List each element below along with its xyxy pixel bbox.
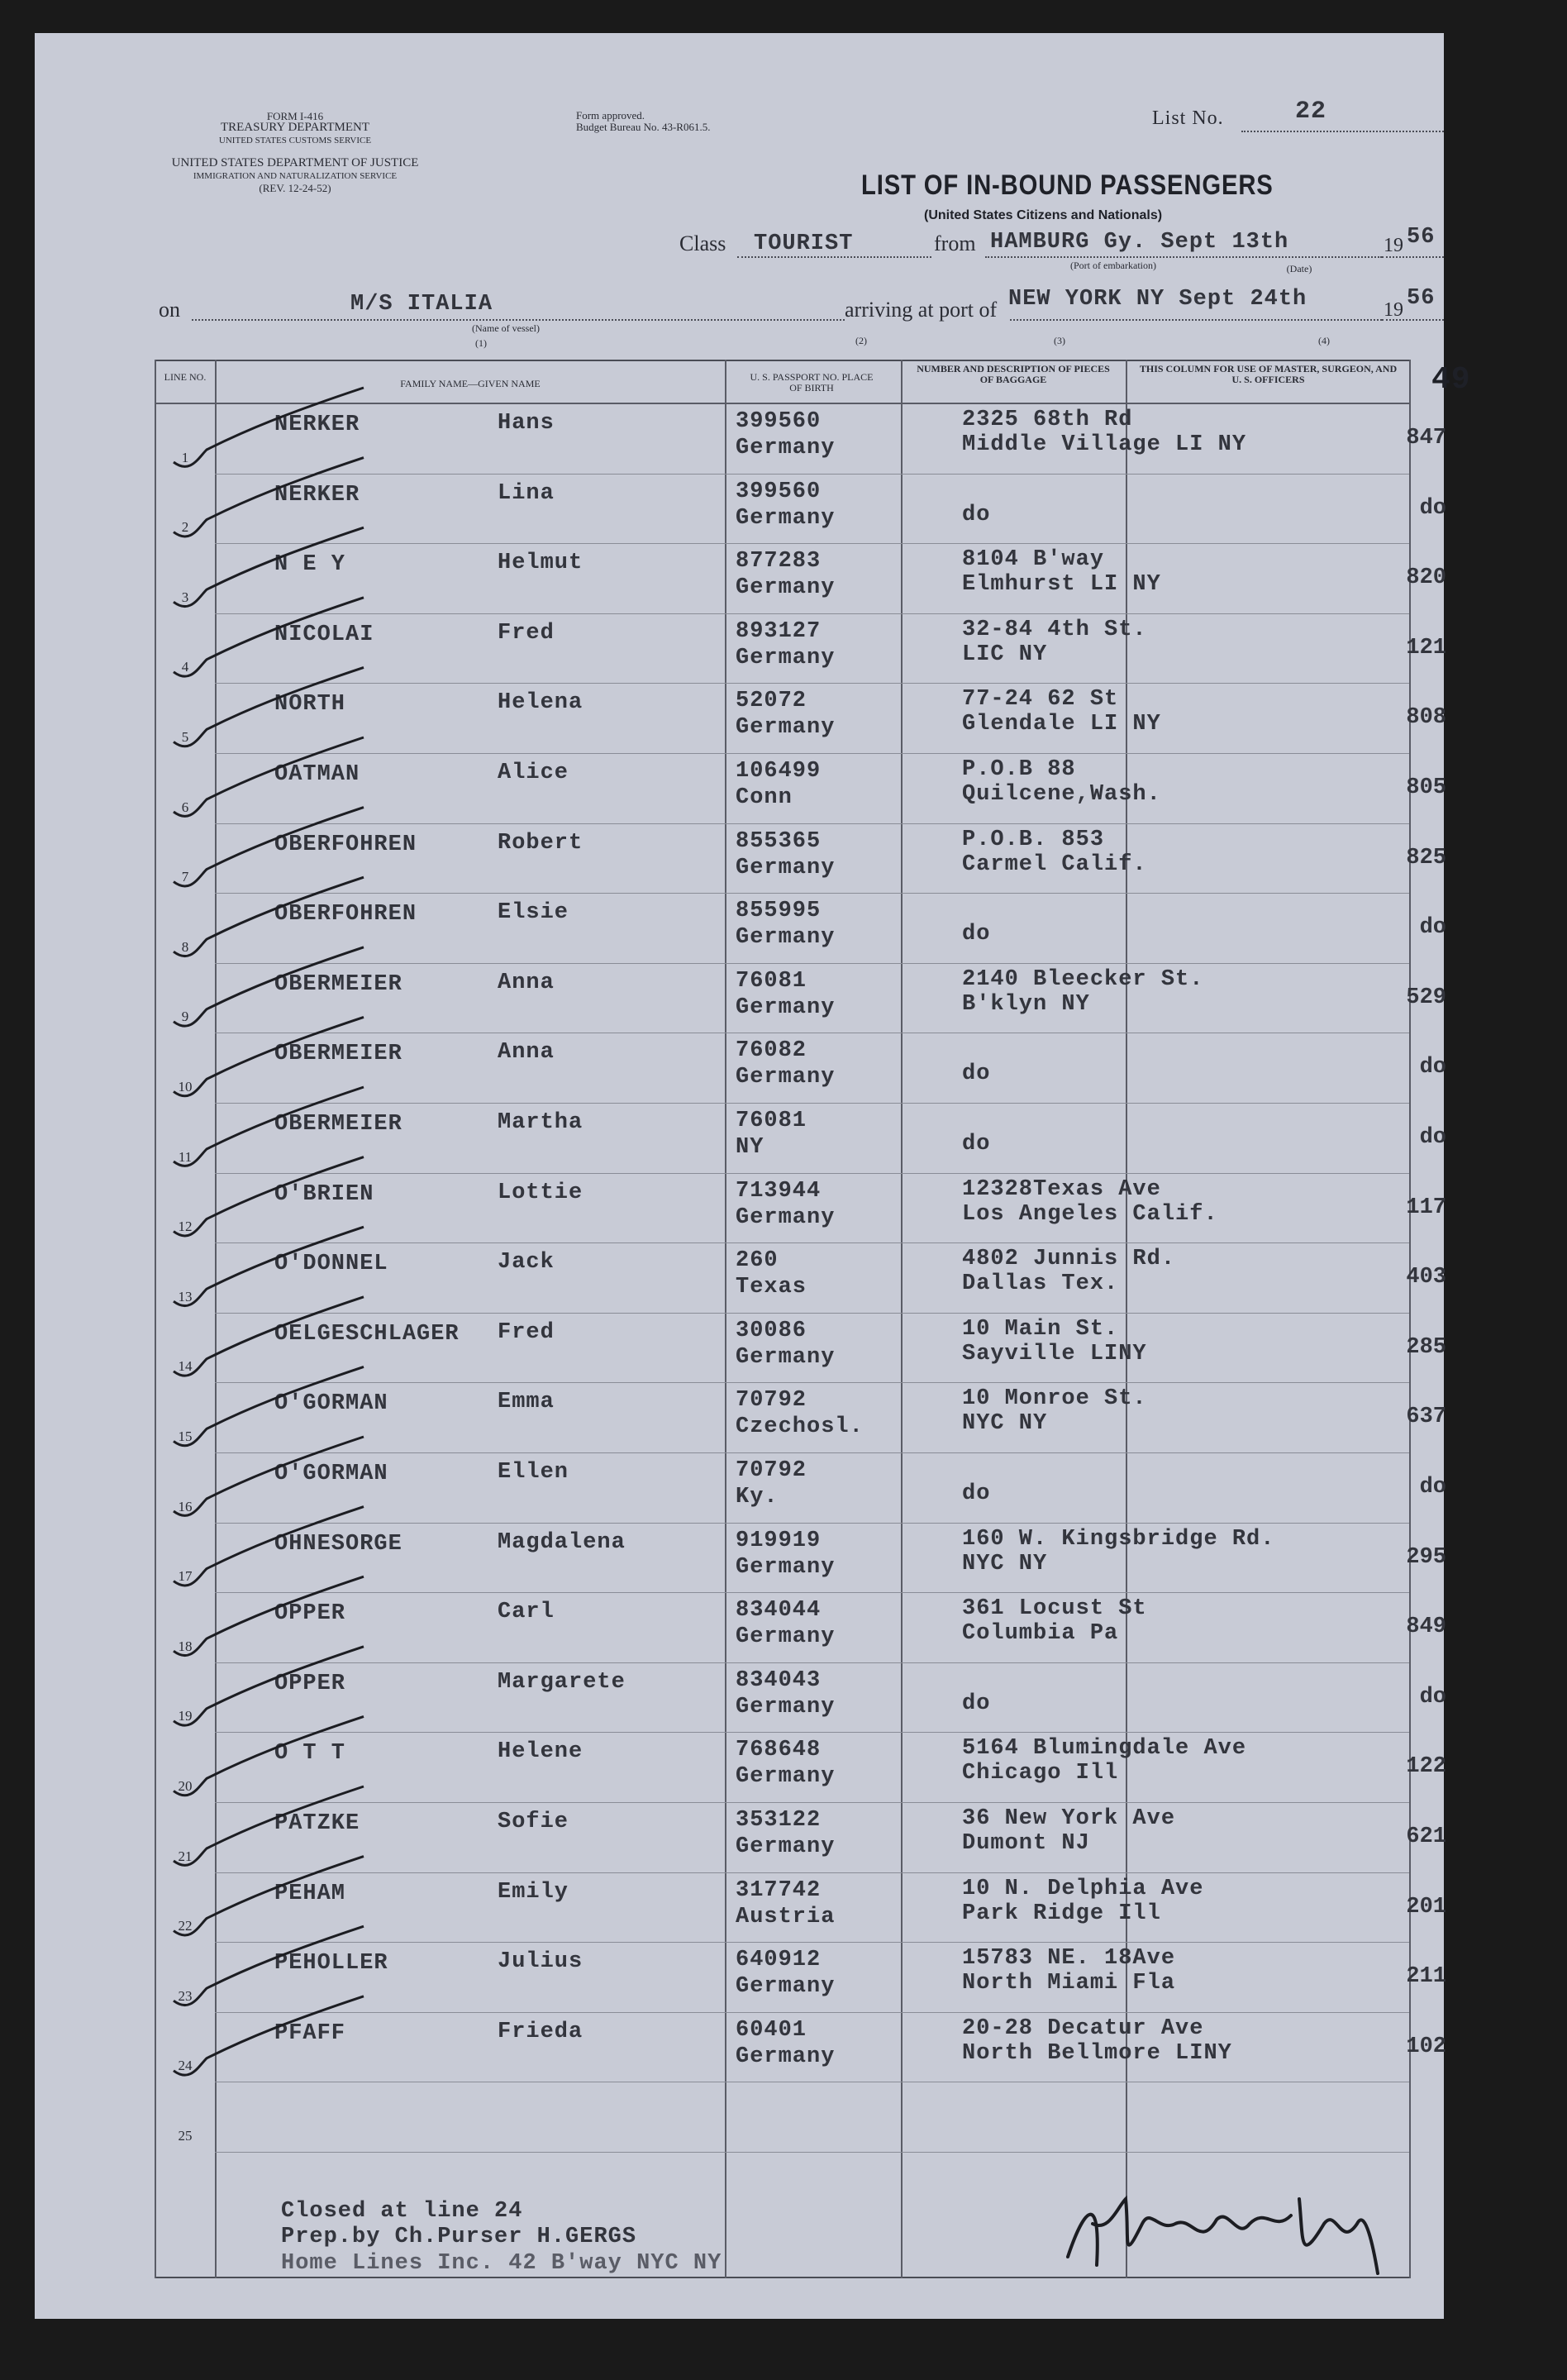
address-line-2: LIC NY bbox=[962, 642, 1048, 667]
vessel-name: M/S ITALIA bbox=[350, 292, 493, 317]
address-line-2: Dallas Tex. bbox=[962, 1271, 1119, 1297]
place-of-birth: Germany bbox=[736, 1554, 836, 1580]
table-row bbox=[35, 1104, 1444, 1174]
family-name: O T T bbox=[274, 1741, 346, 1767]
col-number-2: (2) bbox=[855, 335, 867, 346]
family-name: OBERMEIER bbox=[274, 971, 402, 997]
year-1: 56 bbox=[1407, 225, 1436, 250]
table-row bbox=[35, 684, 1444, 754]
line-number: 4 bbox=[181, 659, 189, 675]
given-name: Jack bbox=[498, 1250, 555, 1276]
given-name: Julius bbox=[498, 1949, 583, 1975]
table-row bbox=[35, 1733, 1444, 1803]
officer-code: do bbox=[1419, 495, 1446, 521]
year-prefix-2: 19 bbox=[1384, 299, 1403, 321]
given-name: Frieda bbox=[498, 2019, 583, 2044]
passport-number: 76081 bbox=[736, 968, 807, 994]
col-line-no: LINE NO. bbox=[164, 371, 207, 383]
immigration-service: IMMIGRATION AND NATURALIZATION SERVICE bbox=[193, 171, 398, 181]
passport-number: 317742 bbox=[736, 1877, 822, 1903]
inspector-signature bbox=[1051, 2174, 1382, 2290]
col-family-given-name: FAMILY NAME—GIVEN NAME bbox=[400, 378, 541, 389]
passport-number: 919919 bbox=[736, 1528, 822, 1553]
place-of-birth: Germany bbox=[736, 505, 836, 531]
address-line-2: Quilcene,Wash. bbox=[962, 782, 1161, 807]
address-line-2: do bbox=[962, 922, 991, 947]
address-line-1: 361 Locust St bbox=[962, 1596, 1147, 1622]
passport-number: 353122 bbox=[736, 1808, 822, 1833]
family-name: OELGESCHLAGER bbox=[274, 1321, 460, 1347]
given-name: Helmut bbox=[498, 551, 583, 576]
family-name: O'BRIEN bbox=[274, 1181, 374, 1207]
family-name: OATMAN bbox=[274, 762, 360, 787]
line-number: 14 bbox=[178, 1358, 193, 1375]
place-of-birth: Germany bbox=[736, 1694, 836, 1719]
line-number: 22 bbox=[178, 1918, 193, 1934]
given-name: Carl bbox=[498, 1600, 555, 1625]
col-number-1: (1) bbox=[475, 337, 487, 349]
table-row bbox=[35, 1943, 1444, 2013]
passport-number: 713944 bbox=[736, 1178, 822, 1204]
place-of-birth: Germany bbox=[736, 645, 836, 670]
form-number: FORM I-416 bbox=[266, 110, 324, 122]
address-line-2: do bbox=[962, 1132, 991, 1157]
arrival-value: NEW YORK NY Sept 24th bbox=[1008, 287, 1307, 312]
officer-code: 201 bbox=[1406, 1894, 1446, 1920]
table-row bbox=[35, 1383, 1444, 1453]
address-line-2: NYC NY bbox=[962, 1411, 1048, 1437]
officer-code: 849 bbox=[1406, 1614, 1446, 1640]
family-name: OPPER bbox=[274, 1601, 346, 1627]
table-row bbox=[35, 1033, 1444, 1104]
address-line-1: 5164 Blumingdale Ave bbox=[962, 1736, 1247, 1762]
passport-number: 399560 bbox=[736, 479, 822, 504]
footer-closed: Closed at line 24 bbox=[281, 2199, 523, 2224]
footer-prepared: Prep.by Ch.Purser H.GERGS bbox=[281, 2225, 637, 2249]
year-prefix-1: 19 bbox=[1384, 235, 1403, 256]
family-name: N E Y bbox=[274, 552, 346, 578]
line-number: 2 bbox=[181, 519, 189, 536]
passport-number: 260 bbox=[736, 1248, 779, 1274]
address-line-1: P.O.B. 853 bbox=[962, 827, 1105, 852]
form-approved: Form approved. bbox=[576, 109, 645, 122]
line-number: 8 bbox=[181, 938, 189, 955]
address-line-2: Columbia Pa bbox=[962, 1621, 1119, 1647]
given-name: Lina bbox=[498, 480, 555, 506]
family-name: OHNESORGE bbox=[274, 1531, 402, 1557]
officer-code: 529 bbox=[1406, 985, 1446, 1010]
place-of-birth: Conn bbox=[736, 785, 793, 810]
budget-bureau: Budget Bureau No. 43-R061.5. bbox=[576, 121, 711, 133]
customs-service: UNITED STATES CUSTOMS SERVICE bbox=[218, 136, 372, 145]
address-line-1: 10 N. Delphia Ave bbox=[962, 1876, 1204, 1901]
line-number: 13 bbox=[178, 1288, 193, 1304]
passport-number: 834044 bbox=[736, 1598, 822, 1624]
line-number: 9 bbox=[181, 1009, 189, 1025]
passport-number: 877283 bbox=[736, 549, 822, 575]
family-name: OBERMEIER bbox=[274, 1042, 402, 1067]
address-line-2: do bbox=[962, 502, 991, 527]
table-row bbox=[35, 475, 1444, 545]
passport-number: 768648 bbox=[736, 1738, 822, 1763]
family-name: OBERFOHREN bbox=[274, 832, 417, 857]
year-2: 56 bbox=[1407, 286, 1436, 311]
officer-code: 825 bbox=[1406, 845, 1446, 870]
col-officers: THIS COLUMN FOR USE OF MASTER, SURGEON, AND U. S. OFFICERS bbox=[1139, 363, 1398, 385]
on-label: on bbox=[159, 298, 180, 322]
place-of-birth: Czechosl. bbox=[736, 1414, 864, 1440]
passport-number: 106499 bbox=[736, 759, 822, 784]
line-number: 23 bbox=[178, 1987, 193, 2004]
table-row bbox=[35, 404, 1444, 475]
address-line-2: do bbox=[962, 1481, 991, 1506]
officer-code: 295 bbox=[1406, 1544, 1446, 1570]
place-of-birth: Germany bbox=[736, 994, 836, 1020]
family-name: OBERMEIER bbox=[274, 1112, 402, 1137]
officer-code: 121 bbox=[1406, 635, 1446, 661]
given-name: Ellen bbox=[498, 1460, 569, 1485]
line-number: 19 bbox=[178, 1708, 193, 1724]
list-no-label: List No. bbox=[1152, 107, 1224, 129]
given-name: Emma bbox=[498, 1390, 555, 1415]
family-name: NICOLAI bbox=[274, 622, 374, 647]
place-of-birth: Germany bbox=[736, 1624, 836, 1650]
address-line-1: 10 Main St. bbox=[962, 1316, 1119, 1342]
address-line-1: 10 Monroe St. bbox=[962, 1386, 1147, 1412]
address-line-1: 4802 Junnis Rd. bbox=[962, 1247, 1176, 1272]
passport-number: 855365 bbox=[736, 828, 822, 854]
address-line-1: 8104 B'way bbox=[962, 547, 1105, 573]
officer-code: do bbox=[1419, 1125, 1446, 1150]
table-row bbox=[35, 894, 1444, 964]
col-number-3: (3) bbox=[1054, 335, 1065, 346]
family-name: PEHOLLER bbox=[274, 1951, 388, 1977]
passport-number: 399560 bbox=[736, 409, 822, 434]
line-number: 11 bbox=[178, 1148, 193, 1165]
address-line-2: Dumont NJ bbox=[962, 1831, 1090, 1856]
col-number-4: (4) bbox=[1318, 335, 1330, 346]
date-caption: (Date) bbox=[1286, 263, 1312, 274]
officer-code: 808 bbox=[1406, 705, 1446, 731]
address-line-1: 2140 Bleecker St. bbox=[962, 966, 1204, 992]
address-line-1: 20-28 Decatur Ave bbox=[962, 2015, 1204, 2041]
given-name: Martha bbox=[498, 1110, 583, 1135]
address-line-1: 32-84 4th St. bbox=[962, 617, 1147, 642]
table-row bbox=[35, 1663, 1444, 1734]
address-line-2: Glendale LI NY bbox=[962, 712, 1161, 737]
passport-number: 76082 bbox=[736, 1038, 807, 1064]
officer-code: 403 bbox=[1406, 1265, 1446, 1290]
address-line-2: Los Angeles Calif. bbox=[962, 1201, 1218, 1227]
given-name: Magdalena bbox=[498, 1529, 626, 1555]
page-subtitle: (United States Citizens and Nationals) bbox=[924, 208, 1163, 222]
officer-code: 122 bbox=[1406, 1754, 1446, 1780]
given-name: Anna bbox=[498, 1040, 555, 1066]
address-line-2: NYC NY bbox=[962, 1551, 1048, 1576]
page-number: 49 bbox=[1431, 362, 1471, 398]
col-baggage: NUMBER AND DESCRIPTION OF PIECES OF BAGGAGE bbox=[917, 363, 1110, 385]
from-value: HAMBURG Gy. Sept 13th bbox=[990, 230, 1289, 255]
vessel-caption: (Name of vessel) bbox=[472, 322, 540, 334]
table-row bbox=[35, 754, 1444, 824]
table-row bbox=[35, 964, 1444, 1034]
family-name: PATZKE bbox=[274, 1811, 360, 1836]
table-row bbox=[35, 1314, 1444, 1384]
officer-code: 117 bbox=[1406, 1195, 1446, 1220]
passport-number: 70792 bbox=[736, 1388, 807, 1414]
given-name: Lottie bbox=[498, 1180, 583, 1205]
address-line-1: P.O.B 88 bbox=[962, 757, 1076, 782]
family-name: NORTH bbox=[274, 692, 346, 718]
address-line-2: do bbox=[962, 1061, 991, 1087]
col-passport-birth: U. S. PASSPORT NO. PLACE OF BIRTH bbox=[750, 371, 874, 393]
family-name: O'GORMAN bbox=[274, 1391, 388, 1417]
given-name: Margarete bbox=[498, 1669, 626, 1695]
officer-code: 805 bbox=[1406, 775, 1446, 800]
table-row bbox=[35, 824, 1444, 894]
address-line-2: North Bellmore LINY bbox=[962, 2040, 1232, 2066]
place-of-birth: Germany bbox=[736, 1834, 836, 1859]
place-of-birth: Germany bbox=[736, 1065, 836, 1090]
passenger-list-sheet bbox=[35, 33, 1471, 2319]
address-line-2: Middle Village LI NY bbox=[962, 432, 1247, 457]
given-name: Hans bbox=[498, 411, 555, 436]
passport-number: 893127 bbox=[736, 618, 822, 644]
given-name: Fred bbox=[498, 1319, 555, 1345]
given-name: Alice bbox=[498, 761, 569, 785]
line-number: 20 bbox=[178, 1777, 193, 1794]
line-number: 18 bbox=[178, 1638, 193, 1654]
address-line-2: Chicago Ill bbox=[962, 1761, 1119, 1786]
table-row bbox=[35, 614, 1444, 684]
address-line-2: B'klyn NY bbox=[962, 991, 1090, 1017]
line-number: 24 bbox=[178, 2058, 193, 2074]
passport-number: 834043 bbox=[736, 1667, 822, 1693]
family-name: NERKER bbox=[274, 413, 360, 437]
place-of-birth: Germany bbox=[736, 925, 836, 951]
given-name: Emily bbox=[498, 1879, 569, 1905]
place-of-birth: Texas bbox=[736, 1275, 807, 1300]
table-row bbox=[35, 1803, 1444, 1873]
line-number: 15 bbox=[178, 1428, 193, 1444]
line-number: 5 bbox=[181, 728, 189, 745]
address-line-1: 12328Texas Ave bbox=[962, 1176, 1161, 1202]
line-number: 12 bbox=[178, 1219, 193, 1235]
place-of-birth: Germany bbox=[736, 436, 836, 460]
table-row bbox=[35, 1243, 1444, 1314]
address-line-1: 2325 68th Rd bbox=[962, 408, 1133, 432]
justice-dept: UNITED STATES DEPARTMENT OF JUSTICE bbox=[171, 156, 419, 169]
family-name: O'DONNEL bbox=[274, 1252, 388, 1277]
given-name: Fred bbox=[498, 620, 555, 646]
passport-number: 855995 bbox=[736, 899, 822, 924]
line-number: 6 bbox=[181, 799, 189, 815]
given-name: Helene bbox=[498, 1739, 583, 1765]
passport-number: 60401 bbox=[736, 2017, 807, 2043]
place-of-birth: Ky. bbox=[736, 1485, 779, 1510]
passport-number: 30086 bbox=[736, 1318, 807, 1343]
treasury-dept: TREASURY DEPARTMENT bbox=[220, 121, 370, 134]
place-of-birth: Germany bbox=[736, 1204, 836, 1230]
officer-code: 820 bbox=[1406, 565, 1446, 591]
officer-code: 847 bbox=[1406, 426, 1446, 451]
place-of-birth: NY bbox=[736, 1135, 764, 1160]
place-of-birth: Germany bbox=[736, 575, 836, 601]
place-of-birth: Germany bbox=[736, 1764, 836, 1790]
class-label: Class bbox=[679, 231, 726, 255]
officer-code: do bbox=[1419, 915, 1446, 941]
family-name: PEHAM bbox=[274, 1881, 346, 1906]
officer-code: do bbox=[1419, 1475, 1446, 1500]
table-row bbox=[35, 1453, 1444, 1524]
given-name: Robert bbox=[498, 830, 583, 856]
address-line-2: Elmhurst LI NY bbox=[962, 572, 1161, 598]
list-number: 22 bbox=[1295, 98, 1327, 126]
address-line-2: do bbox=[962, 1691, 991, 1716]
page-title: LIST OF IN-BOUND PASSENGERS bbox=[861, 169, 1274, 201]
place-of-birth: Austria bbox=[736, 1904, 836, 1929]
address-line-1: 160 W. Kingsbridge Rd. bbox=[962, 1526, 1275, 1552]
place-of-birth: Germany bbox=[736, 715, 836, 741]
place-of-birth: Germany bbox=[736, 1344, 836, 1370]
line-number: 10 bbox=[178, 1078, 193, 1095]
place-of-birth: Germany bbox=[736, 2044, 836, 2069]
officer-code: 102 bbox=[1406, 2034, 1446, 2059]
place-of-birth: Germany bbox=[736, 855, 836, 880]
given-name: Elsie bbox=[498, 900, 569, 926]
address-line-2: North Miami Fla bbox=[962, 1971, 1176, 1996]
place-of-birth: Germany bbox=[736, 1974, 836, 2000]
table-row bbox=[35, 544, 1444, 614]
family-name: O'GORMAN bbox=[274, 1462, 388, 1486]
address-line-2: Carmel Calif. bbox=[962, 851, 1147, 877]
line-number: 7 bbox=[181, 869, 189, 885]
officer-code: 637 bbox=[1406, 1405, 1446, 1430]
table-row bbox=[35, 1174, 1444, 1244]
line-number: 16 bbox=[178, 1498, 193, 1514]
address-line-1: 15783 NE. 18Ave bbox=[962, 1946, 1176, 1972]
officer-code: do bbox=[1419, 1684, 1446, 1710]
address-line-1: 36 New York Ave bbox=[962, 1806, 1176, 1831]
table-row bbox=[35, 2013, 1444, 2083]
officer-code: 285 bbox=[1406, 1334, 1446, 1360]
line-number: 3 bbox=[181, 589, 189, 605]
address-line-1: 77-24 62 St bbox=[962, 687, 1119, 713]
revision: (REV. 12-24-52) bbox=[259, 182, 331, 194]
arriving-label: arriving at port of bbox=[845, 298, 998, 322]
line-number: 1 bbox=[181, 449, 189, 465]
passport-number: 70792 bbox=[736, 1458, 807, 1483]
family-name: PFAFF bbox=[274, 2020, 346, 2046]
family-name: OPPER bbox=[274, 1671, 346, 1696]
passport-number: 640912 bbox=[736, 1948, 822, 1973]
officer-code: do bbox=[1419, 1055, 1446, 1080]
table-row bbox=[35, 1873, 1444, 1944]
family-name: NERKER bbox=[274, 482, 360, 508]
address-line-2: Park Ridge Ill bbox=[962, 1901, 1161, 1926]
line-number: 21 bbox=[178, 1848, 193, 1864]
table-row bbox=[35, 1593, 1444, 1663]
passport-number: 52072 bbox=[736, 689, 807, 714]
table-row bbox=[35, 1524, 1444, 1594]
address-line-2: Sayville LINY bbox=[962, 1341, 1147, 1366]
footer-agent: Home Lines Inc. 42 B'way NYC NY bbox=[281, 2251, 722, 2276]
port-embark-caption: (Port of embarkation) bbox=[1070, 260, 1156, 271]
class-value: TOURIST bbox=[754, 231, 854, 256]
line-number: 25 bbox=[178, 2127, 193, 2144]
passport-number: 76081 bbox=[736, 1109, 807, 1133]
family-name: OBERFOHREN bbox=[274, 902, 417, 928]
officer-code: 621 bbox=[1406, 1824, 1446, 1849]
given-name: Anna bbox=[498, 970, 555, 995]
officer-code: 211 bbox=[1406, 1964, 1446, 1990]
table-row bbox=[35, 2082, 1444, 2153]
line-number: 17 bbox=[178, 1568, 193, 1585]
given-name: Sofie bbox=[498, 1810, 569, 1834]
given-name: Helena bbox=[498, 690, 583, 716]
from-label: from bbox=[934, 231, 976, 255]
